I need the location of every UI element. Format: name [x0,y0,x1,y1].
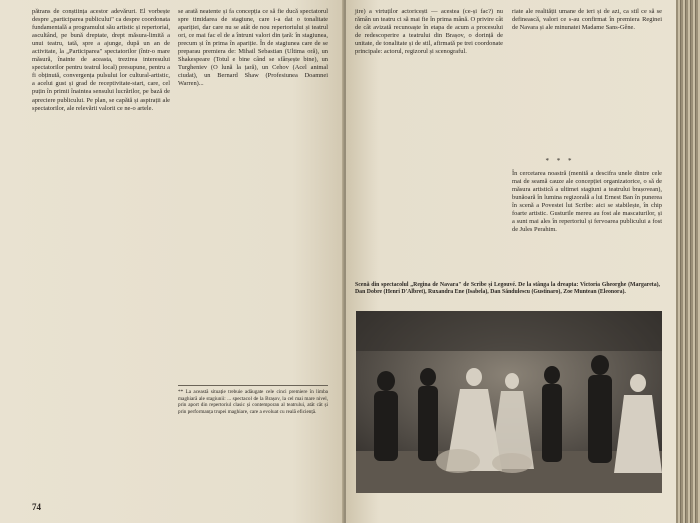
page-edges [676,0,700,523]
right-column-2-text: riate ale realității umane de ieri și de azi, ca stil ce să se definească, valori ce s-au confirmat în premiera Reginei de Navara și ale minunatei Madame Sans-Gêne. [512,8,662,32]
right-column-2b-text: În cercetarea noastră (menită a descifra unele dintre cele mai de seamă cauze ale concepției organizatorice, o să de măsura artistică a ultimei stagiuni a teatrului brașovean), bunăoară în lumina regizorală a lui Ernest Ban în punerea în scenă a Povestei lui Scribe: aici se stabilește, în chip foarte artistic. Gusturile mereu au fost ale mascaturilor, și a sunt mai ales în repertoriul și fervoarea publicului a fost de Jules Perahim. [512,170,662,234]
left-page [0,0,344,523]
left-page-column-2 [178,8,328,88]
left-page-column-1 [32,8,170,113]
footnote: ** La această situație trebuie adăugate cele cinci premiere în limba maghiară ale stagiunii: ... spectacol de la Brașov, la cel mai mare nivel, prin aport din repertoriul clasic și contemporan al teatrului, atât cât și prin performanța trupei maghiare, care a evoluat cu reală eficiență. [178,385,328,415]
left-column-1-text: pătrans de conștiința acestor adevăruri. El vorbește despre „participarea publicului" ca despre coordonata fundamentală a programului său artistic și repertorial, ascultând, pe bună dreptate, drept măsura-limită a unui teatru, tată, spre a ajunge, după un an de activitate, la „Participarea" spectatorilor (într-o mare măsură, înainte de aceasta, trezirea interesului spectatorilor pentru teatrul local) presupune, pentru a fi obținută, convergența pulsului lor cultural-artistic, a acelui gust și grad de receptivitate-start, care, cel puțin în primii înaintea sensului lucrărilor, pe bază de apreciere publicului. Pe plan, se capătă și aspirații ale spectatorilor, ale relevării valorii ce ne-o artele. [32,8,170,112]
right-page-column-1 [355,8,503,56]
right-page-column-2b [512,170,662,234]
stage-photograph-image [356,311,662,493]
left-column-2-text: se arată neatente și fa concepția ce să fie ducă spectatorul spre timidarea de stagiune, care i-a dat o tonalitate apariției, dar care nu se atât de nou repertoriului și teatrul ori, ce mai fac el de a întruni valori din țară: în stagiunea, precum și în prima în apariție. În de stagiunea care de se preparau premiera de: Mihail Sebastian (Ultima oră), un Shakespeare (Totul e bine când se sfârșește bine), un Turgheniev (O lună la țară), un Cehov (Acel animal ciudat), un Bernard Shaw (Profesiunea Doamnei Warren)... [178,8,328,88]
photo-caption: Scenă din spectacolul „Regina de Navara" de Scribe și Legouvé. De la stânga la dreapta: Victoria Gheorghe (Margareta), Dan Dobre (Henri D'Albret), Ruxandra Ene (Isabela), Dan Săndulescu (Gustinaro), Zoe Muntean (Eleonora). [355,282,660,296]
stage-photograph [356,311,662,493]
page-number: 74 [32,502,41,512]
section-divider-stars: * * * [545,157,575,165]
right-column-1-text: jire) a virtuților actoricești — acestea (ce-și fac?) nu rămân un teatru ci să mai fie în prima mână. O privire cât de cât avizată recunoaște în etapa de acum a procesului de redescoperire a teatrului din Brașov, o dorință de unitate, de tonalitate și de stil, afirmată pe trei coordonate principale: actorul, regizorul și scenograful. [355,8,503,56]
right-page-column-2 [512,8,662,32]
